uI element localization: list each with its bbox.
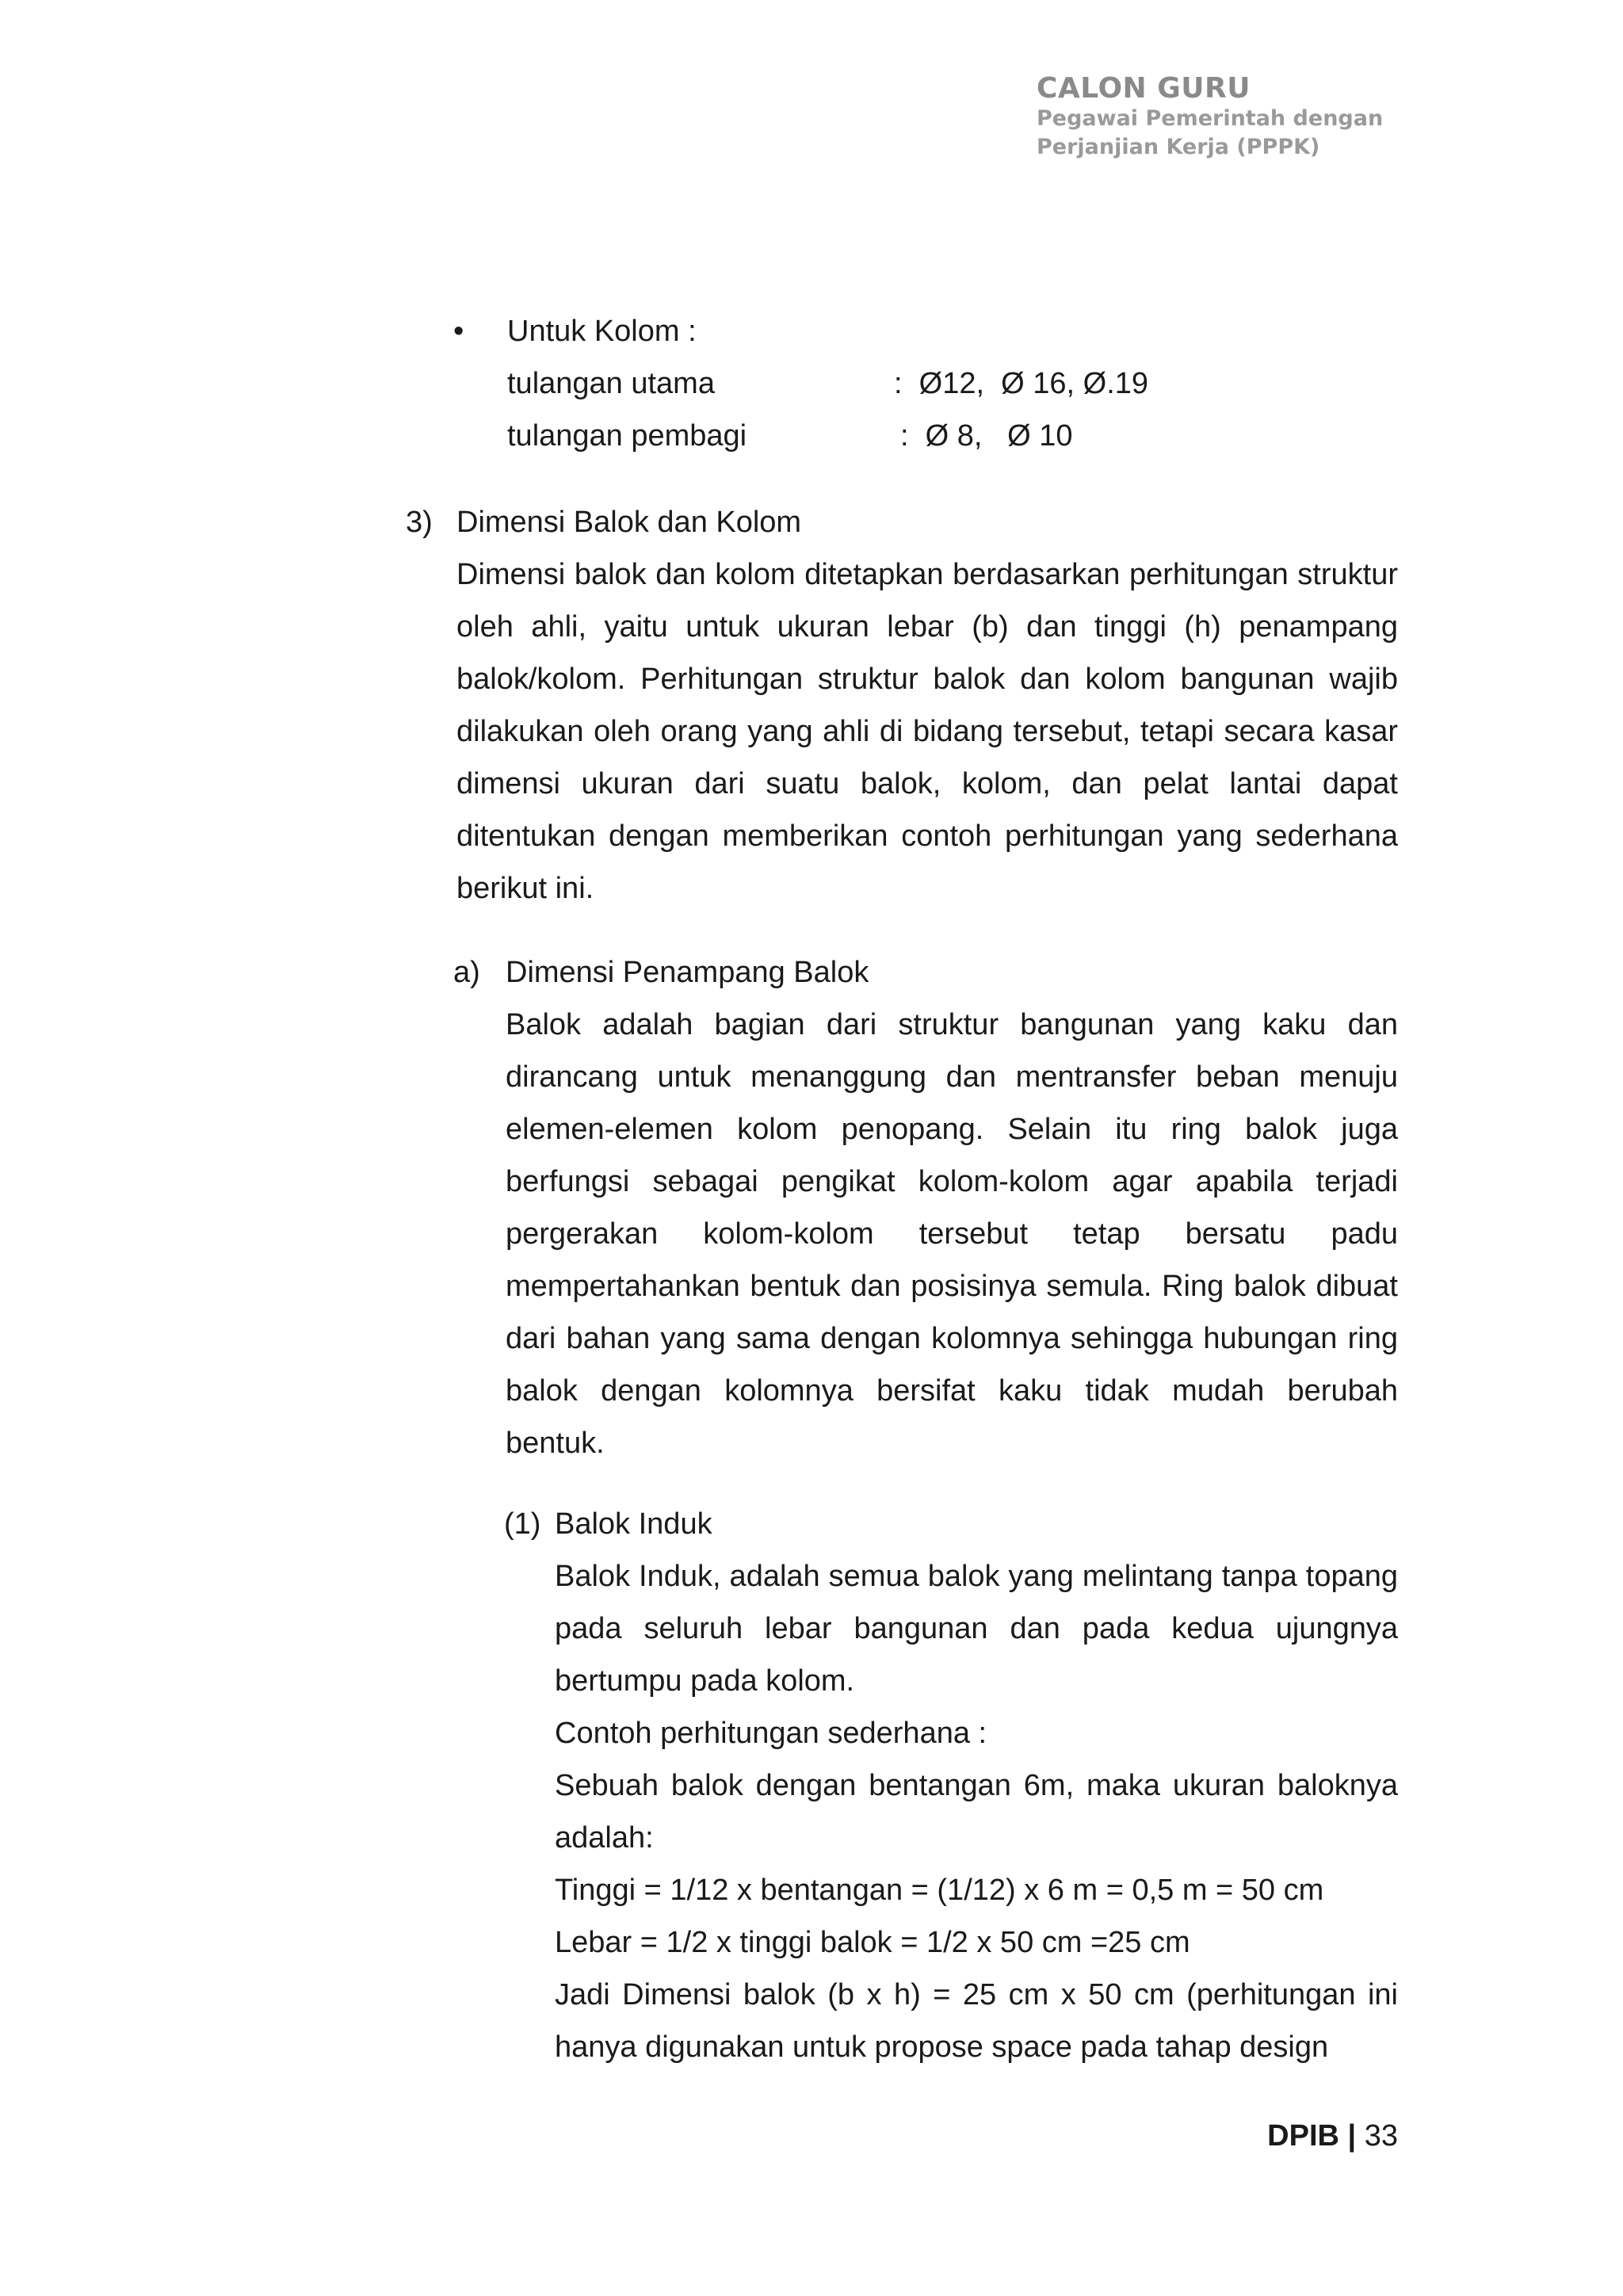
paragraph: Tinggi = 1/12 x bentangan = (1/12) x 6 m = 0,5 m = 50 cm [555, 1874, 1324, 1907]
page-number: 33 [1364, 2119, 1398, 2153]
kolom-title: Untuk Kolom : [507, 315, 697, 348]
section-body: Balok adalah bagian dari struktur bangunan yang kaku dan dirancang untuk menanggung dan mentransfer beban menuju elemen-elemen kolom penopang. Selain itu ring balok juga berfungsi sebagai pengikat kolom-kolom agar apabila terjadi pergerakan kolom-kolom tersebut tetap bersatu padu mempertahankan bentuk dan posisinya semula. Ring balok dibuat dari bahan yang sama dengan kolomnya sehingga hubungan ring balok dengan kolomnya bersifat kaku tidak mudah berubah bentuk. [506, 1008, 1398, 1460]
paragraph: Lebar = 1/2 x tinggi balok = 1/2 x 50 cm =25 cm [555, 1926, 1190, 1959]
kolom-row-tulangan-utama [507, 357, 1379, 410]
header-subtitle-line2: Perjanjian Kerja (PPPK) [1037, 135, 1320, 159]
header-subtitle-line1: Pegawai Pemerintah dengan [1037, 106, 1384, 131]
paragraph: Sebuah balok dengan bentangan 6m, maka ukuran baloknya adalah: [555, 1769, 1398, 1855]
page-footer [1267, 2116, 1398, 2156]
footer-label: DPIB [1267, 2119, 1339, 2153]
row-label: tulangan pembagi [507, 419, 747, 453]
section-number: a) [453, 956, 480, 989]
paragraph: Balok Induk, adalah semua balok yang melintang tanpa topang pada seluruh lebar bangunan dan pada kedua ujungnya bertumpu pada kolom. [555, 1560, 1398, 1698]
paragraph: Jadi Dimensi balok (b x h) = 25 cm x 50 cm (perhitungan ini hanya digunakan untuk propose space pada tahap design [555, 1978, 1398, 2064]
section-number: (1) [504, 1507, 541, 1541]
section-title: Dimensi Penampang Balok [506, 956, 869, 989]
row-value: : Ø12, Ø 16, Ø.19 [894, 367, 1149, 400]
bullet-icon: • [453, 315, 464, 348]
section-body [555, 1550, 1398, 2073]
kolom-row-tulangan-pembagi [507, 410, 1379, 462]
paragraph: Contoh perhitungan sederhana : [555, 1717, 987, 1750]
footer-separator: | [1338, 2119, 1365, 2153]
header-title: CALON GURU [1037, 72, 1251, 105]
section-title: Dimensi Balok dan Kolom [456, 506, 802, 539]
section-number: 3) [406, 506, 433, 539]
page-header [1037, 73, 1401, 162]
row-label: tulangan utama [507, 367, 715, 400]
row-value: : Ø 8, Ø 10 [900, 419, 1073, 453]
section-title: Balok Induk [555, 1507, 712, 1541]
section-body: Dimensi balok dan kolom ditetapkan berdasarkan perhitungan struktur oleh ahli, yaitu untuk ukuran lebar (b) dan tinggi (h) penampang balok/kolom. Perhitungan struktur balok dan kolom bangunan wajib dilakukan oleh orang yang ahli di bidang tersebut, tetapi secara kasar dimensi ukuran dari suatu balok, kolom, dan pelat lantai dapat ditentukan dengan memberikan contoh perhitungan yang sederhana berikut ini. [456, 558, 1398, 905]
